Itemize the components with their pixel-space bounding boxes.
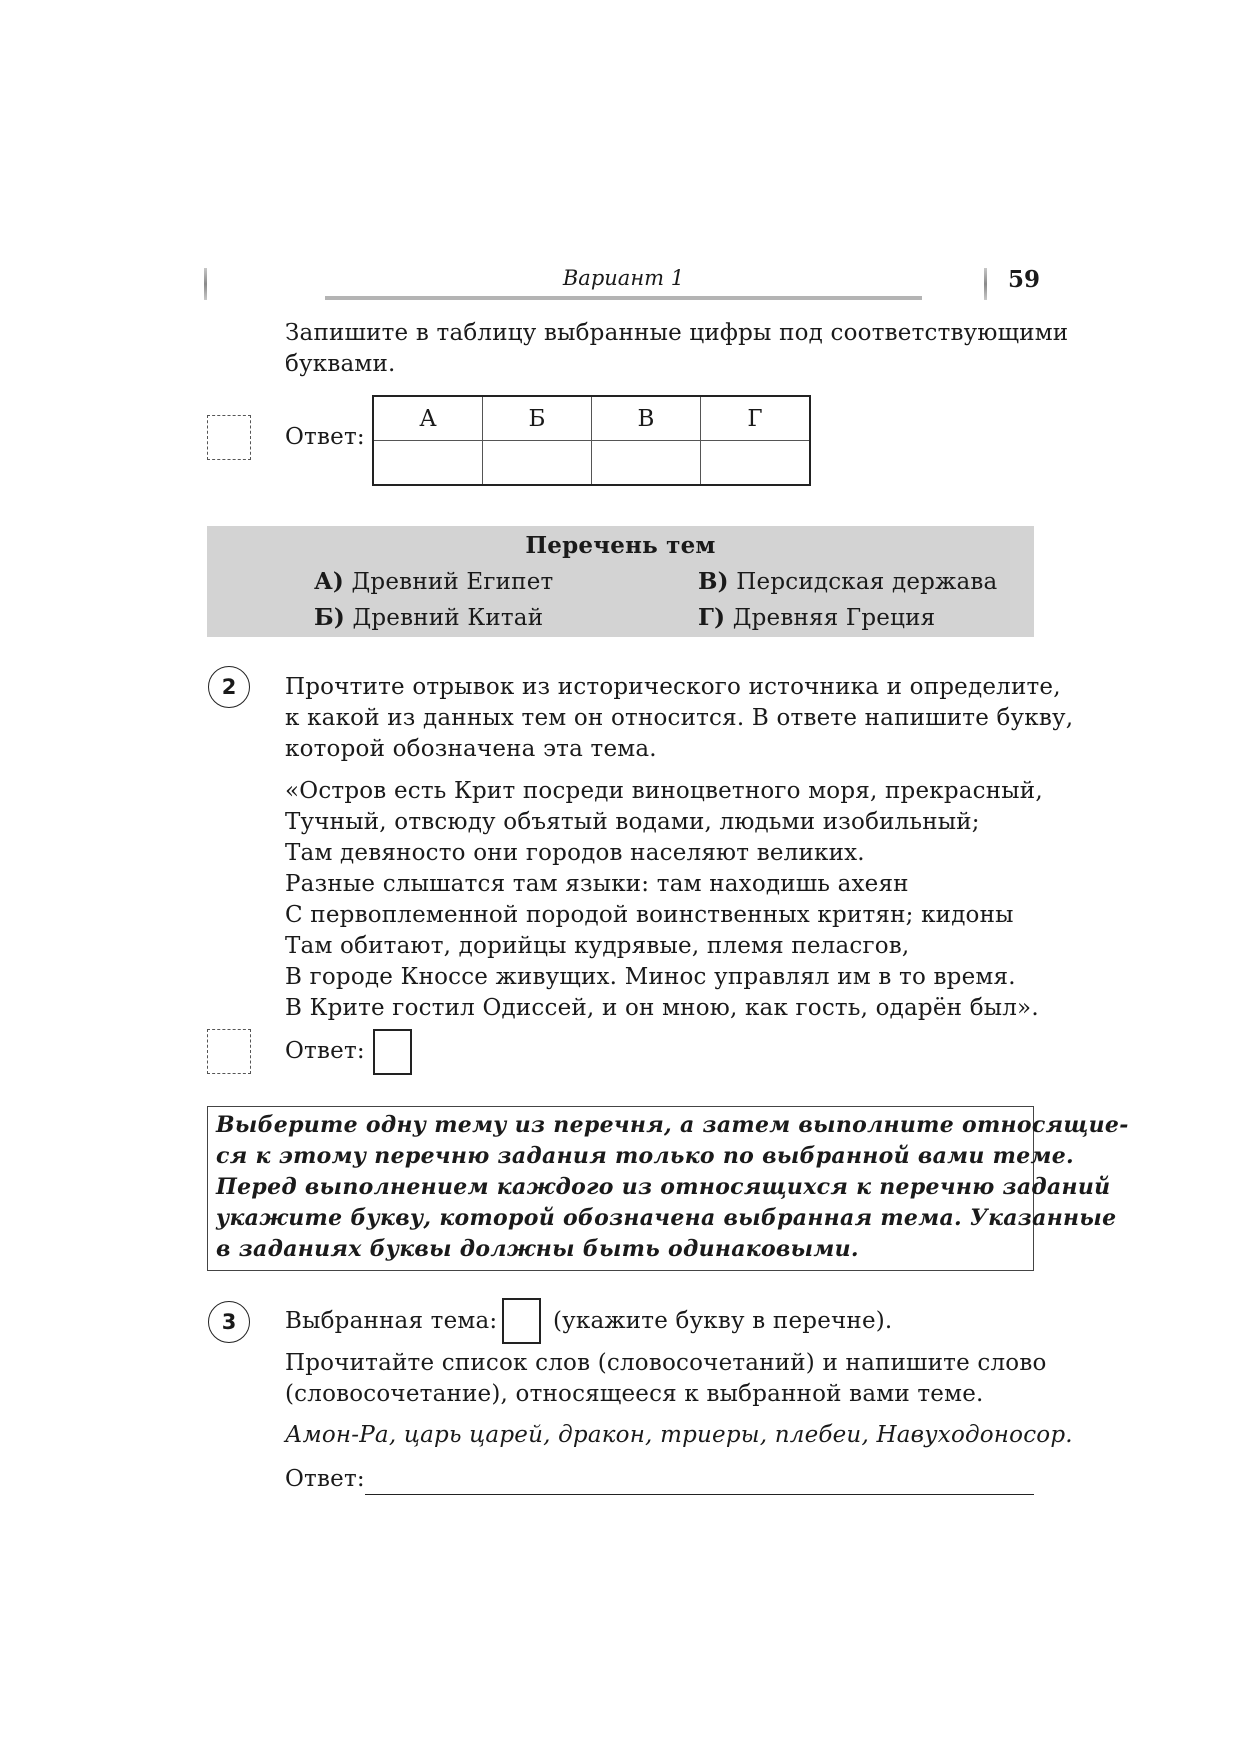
task3-word-list: Амон-Ра, царь царей, дракон, триеры, плебеи, Навуходоносор. <box>285 1422 1073 1448</box>
instruction-line-3: Перед выполнением каждого из относящихся к перечню заданий <box>216 1174 1111 1200</box>
source-line-4: Разные слышатся там языки: там находишь ахеян <box>285 871 909 897</box>
answer-cell-b[interactable] <box>483 441 592 486</box>
task2-answer-box[interactable] <box>373 1029 412 1075</box>
topic-label: Персидская держава <box>736 569 998 595</box>
task3-chosen-topic-box[interactable] <box>502 1298 541 1344</box>
topic-item-v <box>698 566 997 598</box>
task3-number-badge: 3 <box>208 1301 250 1343</box>
task2-score-box <box>207 1029 251 1074</box>
task1-answer-table <box>372 395 811 486</box>
page-number: 59 <box>1008 266 1041 293</box>
instruction-line-5: в заданиях буквы должны быть одинаковыми. <box>216 1236 859 1262</box>
task1-answer-label: Ответ: <box>285 424 365 450</box>
task2-instruction-line-2: к какой из данных тем он относится. В ответе напишите букву, <box>285 705 1074 731</box>
source-line-3: Там девяносто они городов населяют великих. <box>285 840 865 866</box>
topic-item-b <box>314 602 543 634</box>
answer-table-value-row <box>373 441 810 486</box>
source-line-7: В городе Кноссе живущих. Минос управлял им в то время. <box>285 964 1016 990</box>
source-line-6: Там обитают, дорийцы кудрявые, племя пеласгов, <box>285 933 910 959</box>
running-header-title: Вариант 1 <box>562 266 685 290</box>
topic-selection-instruction-box <box>207 1106 1129 1271</box>
topic-letter: Б) <box>314 604 345 631</box>
instruction-line-2: ся к этому перечню задания только по выбранной вами теме. <box>216 1143 1074 1169</box>
task3-answer-label: Ответ: <box>285 1466 365 1492</box>
answer-cell-a[interactable] <box>373 441 483 486</box>
source-line-8: В Крите гостил Одиссей, и он мною, как гость, одарён был». <box>285 995 1039 1021</box>
task3-chosen-topic-hint: (укажите букву в перечне). <box>553 1308 893 1334</box>
topic-letter: А) <box>314 568 345 595</box>
task3-chosen-topic-label: Выбранная тема: <box>285 1308 498 1334</box>
answer-cell-v[interactable] <box>592 441 701 486</box>
topic-list-title: Перечень тем <box>525 532 716 559</box>
task1-instruction-line-1: Запишите в таблицу выбранные цифры под соответствующими <box>285 320 1069 346</box>
answer-table-header-g: Г <box>701 396 811 441</box>
answer-cell-g[interactable] <box>701 441 811 486</box>
task2-instruction-line-3: которой обозначена эта тема. <box>285 736 657 762</box>
answer-table-header-a: А <box>373 396 483 441</box>
task1-instruction-line-2: буквами. <box>285 351 396 377</box>
topic-label: Древняя Греция <box>732 605 936 631</box>
topic-letter: В) <box>698 568 729 595</box>
instruction-line-1: Выберите одну тему из перечня, а затем выполните относящие- <box>216 1112 1129 1138</box>
task3-instruction-line-2: (словосочетание), относящееся к выбранной вами теме. <box>285 1381 984 1407</box>
topic-letter: Г) <box>698 604 726 631</box>
task2-instruction-line-1: Прочтите отрывок из исторического источника и определите, <box>285 674 1061 700</box>
topic-item-g <box>698 602 935 634</box>
task3-answer-line[interactable] <box>365 1494 1034 1495</box>
answer-table-header-row <box>373 396 810 441</box>
header-left-bar <box>204 268 207 300</box>
source-line-2: Тучный, отвсюду объятый водами, людьми изобильный; <box>285 809 980 835</box>
header-right-bar <box>984 268 987 300</box>
topic-label: Древний Египет <box>351 569 554 595</box>
task2-number-badge: 2 <box>208 666 250 708</box>
instruction-line-4: укажите букву, которой обозначена выбранная тема. Указанные <box>216 1205 1117 1231</box>
answer-table-header-v: В <box>592 396 701 441</box>
task2-answer-label: Ответ: <box>285 1038 365 1064</box>
task1-score-box <box>207 415 251 460</box>
header-rule <box>325 296 922 300</box>
source-line-5: С первоплеменной породой воинственных критян; кидоны <box>285 902 1014 928</box>
topic-item-a <box>314 566 553 598</box>
topic-label: Древний Китай <box>352 605 544 631</box>
source-line-1: «Остров есть Крит посреди виноцветного моря, прекрасный, <box>285 778 1043 804</box>
answer-table-header-b: Б <box>483 396 592 441</box>
task3-instruction-line-1: Прочитайте список слов (словосочетаний) и напишите слово <box>285 1350 1047 1376</box>
